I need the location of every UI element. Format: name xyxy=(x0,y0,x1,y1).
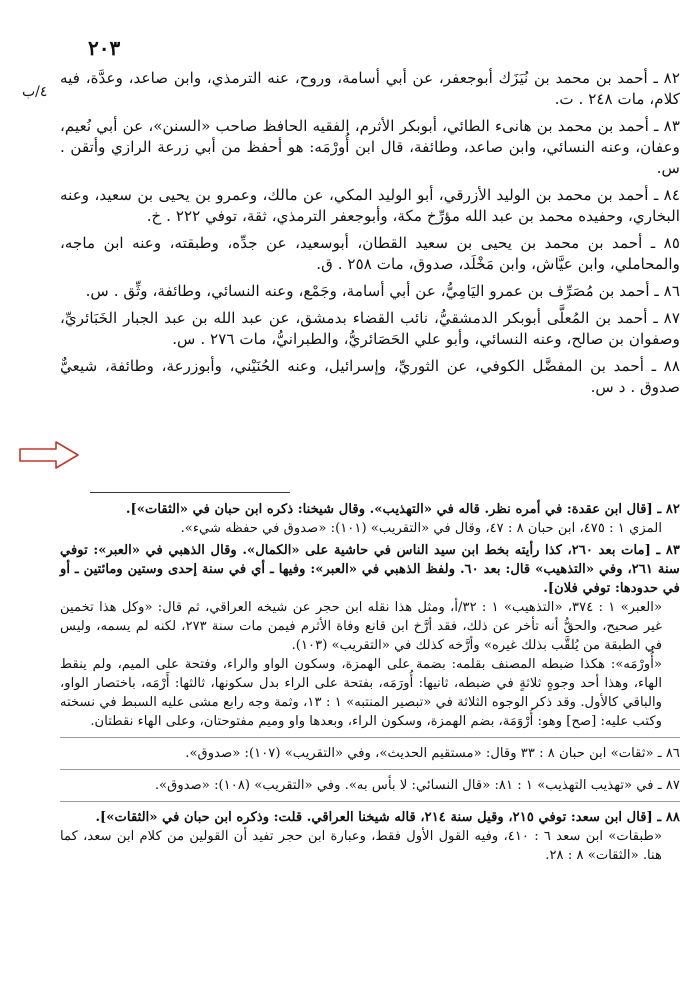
entry-87: ٨٧ ـ أحمد بن المُعلَّى أبوبكر الدمشقيُّ، نائب القضاء بدمشق، عن عبد الله بن عبد الجبار الخَبَائريِّ، وصفوان بن صالح، وعنه النسائي، وأبو علي الحَصَائريُّ، والطبرانيُّ، مات ٢٧٦ . س. xyxy=(60,309,680,348)
arrow-right-icon xyxy=(18,440,80,470)
footnote-body: «أُورْمَه»: هكذا ضبطه المصنف بقلمه: بضمة على الهمزة، وسكون الواو والراء، وفتحة على الميم، ولم ينقط الهاء، وهذا أحد وجوهٍ ثلاثةٍ في ضبطه، ثانيها: أُورَمَه، بفتحة على الراء بدل سكونها، ثالثها: أَرْمَه، باختصار الواو، والباقي كالأول. وقد ذكر الوجوه الثلاثة في «تبصير المنتبه» ١ : ١٣، وثمة وجه رابع مشى عليه السبط في نسخته وكتب عليه: [صح] وهو: أُرْوَمَة، بضم الهمزة، وسكون الراء، وبعدها واو وميم مفتوحتان، وعلى الهاء نقطتان. xyxy=(60,657,662,729)
entry-88: ٨٨ ـ أحمد بن المفضَّل الكوفي، عن الثوريِّ، وإسرائيل، وعنه الحُنَيْني، وأبوزرعة، وطائفة، شيعيٌّ صدوق . د س. xyxy=(60,357,680,396)
entry-83: ٨٣ ـ أحمد بن محمد بن هانىء الطائي، أبوبكر الأثرم، الفقيه الحافظ صاحب «السنن»، عن أبي نُعيم، وعفان، وعنه النسائي، وابن صاعد، وطائفة، قال ابن أُورْمَه: هو أحفظ من أبي زرعة الرازي وأتقن . س. xyxy=(60,117,680,177)
footnote-body: «طبقات» ابن سعد ٦ : ٤١٠، وفيه القول الأول فقط، وعبارة ابن حجر تفيد أن القولين من كلام ابن سعد، كما هنا. «الثقات» ٨ : ٢٨. xyxy=(60,829,663,863)
entry-85: ٨٥ ـ أحمد بن محمد بن يحيى بن سعيد القطان، أبوسعيد، عن جدِّه، وطبقته، وعنه ابن ماجه، والمحاملي، وابن عيَّاش، وابن مَخْلَد، صدوق، مات ٢٥٨ . ق. xyxy=(60,234,680,273)
footnote-body: ٨٧ ـ في «تهذيب التهذيب» ١ : ٨١: «قال النسائي: لا بأس به». وفي «التقريب» (١٠٨): «صدوق». xyxy=(154,778,680,793)
footnote-separator xyxy=(60,769,680,770)
entry-84: ٨٤ ـ أحمد بن محمد بن الوليد الأزرقي، أبو الوليد المكي، عن مالك، وعمرو بن يحيى بن سعيد، وعنه البخاري، وحفيده محمد بن عبد الله مؤرِّخ مكة، وأبوجعفر الترمذي، ثقة، توفي ٢٢٢ . خ. xyxy=(60,186,680,225)
margin-note: ٤/ب xyxy=(22,84,48,100)
footnote-separator xyxy=(60,737,680,738)
footnote-88 xyxy=(60,808,680,865)
entry-86: ٨٦ ـ أحمد بن مُصَرِّف بن عمرو اليَامِيُّ، عن أبي أسامة، وجَمْع، وعنه النسائي، وطائفة، وثِّق . س. xyxy=(85,282,680,300)
footnote-head: ٨٢ ـ [قال ابن عقدة: في أمره نظر. قاله في «التهذيب». وقال شيخنا: ذكره ابن حبان في «الثقات»]. xyxy=(125,502,680,517)
footnote-head: ٨٨ ـ [قال ابن سعد: توفي ٢١٥، وقيل سنة ٢١٤، قاله شيخنا العراقي. قلت: وذكره ابن حبان في «الثقات»]. xyxy=(95,810,680,825)
footnote-87 xyxy=(60,776,680,795)
footnote-head: ٨٣ ـ [مات بعد ٢٦٠، كذا رأيته بخط ابن سيد الناس في حاشية على «الكمال». وقال الذهبي في «العبر»: توفي سنة ٢٦١، وفي «التذهيب» قال: بعد ٦٠. ولفظ الذهبي في «العبر»: وفيها ـ أي في سنة إحدى وستين ومائتين ـ أو في حدودها: توفي فلان]. xyxy=(60,543,680,596)
footnote-82 xyxy=(60,500,680,538)
footnote-body: «العبر» ١ : ٣٧٤، «التذهيب» ١ : ٣٢/أ، ومثل هذا نقله ابن حجر عن شيخه العراقي، ثم قال: «وكل هذا تخمين غير صحيح، والحقُّ أنه تأخر عن ذلك، فقد أرَّخ ابن قانع وفاة الأثرم فيمن مات سنة ٢٧٣، لكنه لم يسمه، وليس في الطبقة من يُلقَّب بذلك غيره» وأرَّخه كذلك في «التقريب» (١٠٣). xyxy=(60,600,663,653)
footnote-body: المزي ١ : ٤٧٥، ابن حبان ٨ : ٤٧، وقال في «التقريب» (١٠١): «صدوق في حفظه شيء». xyxy=(180,521,662,536)
footnote-divider xyxy=(90,492,290,493)
footnote-separator xyxy=(60,801,680,802)
entries-list xyxy=(60,68,680,404)
entry-82: ٨٢ ـ أحمد بن محمد بن نُيَزَك أبوجعفر، عن أبي أسامة، وروح، عنه الترمذي، وابن صاعد، وعدَّة، فيه كلام، مات ٢٤٨ . ت. xyxy=(60,69,680,108)
footnote-86 xyxy=(60,744,680,763)
page-number: ٢٠٣ xyxy=(88,36,121,60)
footnotes xyxy=(60,500,680,868)
footnote-83 xyxy=(60,541,680,731)
footnote-body: ٨٦ ـ «ثقات» ابن حبان ٨ : ٣٣ وقال: «مستقيم الحديث»، وفي «التقريب» (١٠٧): «صدوق». xyxy=(185,746,680,761)
